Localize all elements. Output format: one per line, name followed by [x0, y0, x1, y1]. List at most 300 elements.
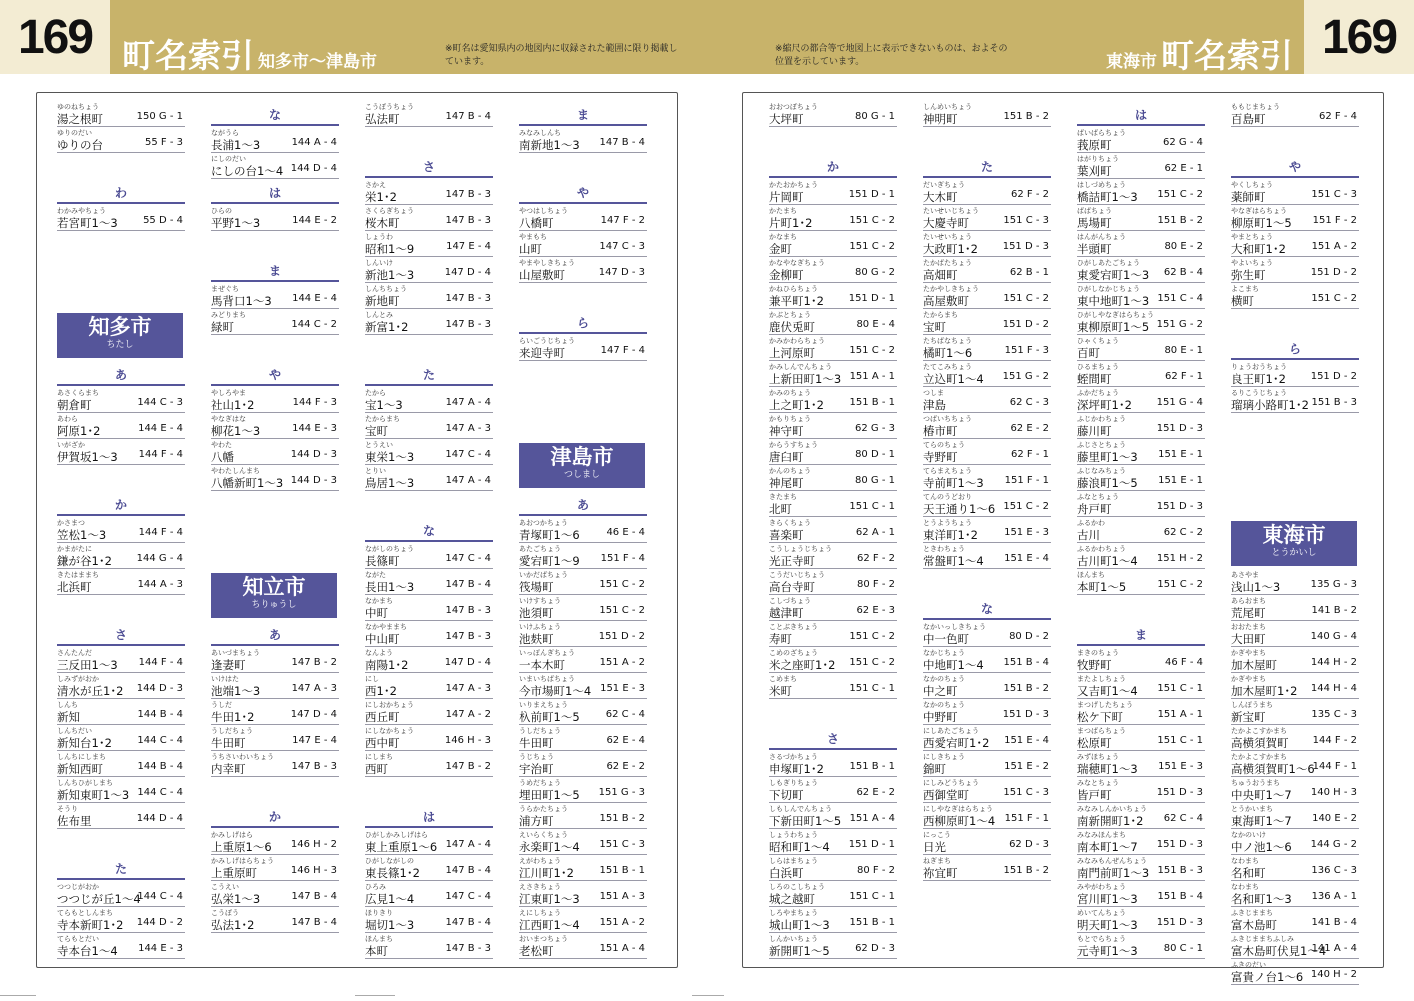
- entry-reading: はしづめちょう: [1077, 181, 1126, 189]
- blank-row: [57, 257, 185, 283]
- entry-name: 横町: [1231, 294, 1254, 308]
- entry-map-ref: 144 E - 2: [292, 215, 337, 226]
- kana-heading: [365, 153, 493, 179]
- entry-map-ref: 135 C - 3: [1311, 709, 1357, 720]
- entry-reading: かねひらちょう: [769, 285, 818, 293]
- entry-map-ref: 80 D - 2: [1009, 631, 1049, 642]
- entry-reading: いかだばちょう: [519, 571, 568, 579]
- entry-name: 中ノ池1〜6: [1231, 840, 1292, 854]
- kana-heading-label: や: [576, 186, 589, 200]
- entry-name: 上新田町1〜3: [769, 372, 842, 386]
- entry-name: 内幸町: [211, 762, 246, 776]
- kana-heading-label: ま: [576, 108, 589, 122]
- entry-reading: ながしのちょう: [365, 545, 414, 553]
- entry-name: 弥生町: [1231, 268, 1266, 282]
- entry-reading: みなみしんち: [519, 129, 561, 137]
- entry-name: 西町: [365, 762, 388, 776]
- entry-reading: りょうおうちょう: [1231, 363, 1287, 371]
- entry-name: 片岡町: [769, 190, 804, 204]
- entry-reading: なかのちょう: [923, 701, 965, 709]
- entry-map-ref: 147 E - 4: [446, 241, 491, 252]
- entry-name: 名和町: [1231, 866, 1266, 880]
- index-entry: [923, 179, 1051, 205]
- entry-map-ref: 135 G - 3: [1310, 579, 1357, 590]
- entry-name: 加木屋町: [1231, 658, 1277, 672]
- entry-reading: ながた: [365, 571, 386, 579]
- entry-name: 寺本台1〜4: [57, 944, 118, 958]
- index-entry: [1231, 959, 1359, 985]
- entry-map-ref: 151 G - 2: [1002, 371, 1049, 382]
- entry-reading: おいまつちょう: [519, 935, 568, 943]
- entry-map-ref: 147 B - 4: [445, 111, 491, 122]
- entry-map-ref: 151 E - 3: [1158, 761, 1203, 772]
- index-entry: [769, 413, 897, 439]
- index-entry: [923, 439, 1051, 465]
- entry-reading: しんち: [57, 701, 78, 709]
- index-entry: [211, 127, 339, 153]
- entry-reading: しみずがおか: [57, 675, 99, 683]
- index-entry: [769, 335, 897, 361]
- index-entry: [519, 933, 647, 959]
- entry-map-ref: 147 C - 4: [445, 449, 491, 460]
- entry-map-ref: 151 A - 2: [599, 657, 645, 668]
- entry-map-ref: 140 H - 2: [1310, 969, 1357, 980]
- index-entry: [769, 777, 897, 803]
- entry-name: 来迎寺町: [519, 346, 565, 360]
- note-left: ※町名は愛知県内の地図内に収録された範囲に限り掲載しています。: [445, 44, 678, 67]
- entry-reading: なわまち: [1231, 857, 1259, 865]
- entry-name: 立込町1〜4: [923, 372, 984, 386]
- entry-reading: えがわちょう: [519, 857, 561, 865]
- entry-name: 青塚町1〜6: [519, 528, 580, 542]
- index-entry: [519, 569, 647, 595]
- entry-map-ref: 151 C - 2: [599, 579, 645, 590]
- entry-reading: ふきのだい: [1231, 961, 1266, 969]
- index-entry: [1077, 387, 1205, 413]
- blank-row: [923, 569, 1051, 595]
- entry-map-ref: 62 D - 3: [1009, 839, 1049, 850]
- entry-map-ref: 144 B - 4: [137, 761, 183, 772]
- entry-map-ref: 136 A - 1: [1311, 891, 1357, 902]
- entry-map-ref: 80 E - 2: [1164, 241, 1203, 252]
- entry-reading: やなぎはらちょう: [1231, 207, 1287, 215]
- index-entry: [923, 257, 1051, 283]
- entry-name: 鹿伏兎町: [769, 320, 815, 334]
- entry-map-ref: 80 G - 2: [855, 267, 895, 278]
- entry-name: 舟戸町: [1077, 502, 1112, 516]
- entry-name: 宮川町1〜3: [1077, 892, 1138, 906]
- index-column: [1231, 101, 1359, 985]
- entry-map-ref: 147 C - 4: [445, 553, 491, 564]
- entry-map-ref: 146 H - 3: [290, 865, 337, 876]
- entry-reading: いまいちばちょう: [519, 675, 575, 683]
- entry-map-ref: 147 A - 4: [445, 839, 491, 850]
- entry-map-ref: 151 F - 1: [1004, 813, 1049, 824]
- index-entry: [57, 543, 185, 569]
- entry-reading: にし: [365, 675, 379, 683]
- page-edge-center: [692, 995, 724, 1001]
- index-entry: [57, 387, 185, 413]
- entry-name: 三反田1〜3: [57, 658, 118, 672]
- index-entry: [1231, 283, 1359, 309]
- city-name: 東海市: [1262, 523, 1326, 547]
- entry-name: 西1･2: [365, 684, 397, 698]
- kana-heading-label: さ: [114, 628, 127, 642]
- entry-reading: つばいちちょう: [923, 415, 972, 423]
- entry-name: 新知: [57, 710, 80, 724]
- entry-reading: ことぶきちょう: [769, 623, 818, 631]
- entry-map-ref: 62 C - 2: [1163, 527, 1203, 538]
- index-entry: [365, 595, 493, 621]
- kana-heading: [365, 517, 493, 543]
- entry-map-ref: 144 G - 2: [1310, 839, 1357, 850]
- entry-map-ref: 141 B - 2: [1311, 605, 1357, 616]
- entry-reading: めいてんちょう: [1077, 909, 1126, 917]
- entry-reading: うめだちょう: [519, 779, 561, 787]
- blank-row: [211, 231, 339, 257]
- title-right: 町名索引: [1161, 36, 1293, 75]
- entry-map-ref: 147 A - 3: [291, 683, 337, 694]
- index-entry: [211, 829, 339, 855]
- entry-reading: とりい: [365, 467, 386, 475]
- kana-heading-label: ま: [1134, 628, 1147, 642]
- entry-reading: みずほちょう: [1077, 753, 1119, 761]
- entry-name: 瑞穂町1〜3: [1077, 762, 1138, 776]
- entry-name: 新地町: [365, 294, 400, 308]
- city-name: 津島市: [550, 445, 614, 469]
- entry-reading: こうだいじちょう: [769, 571, 825, 579]
- entry-reading: いけはた: [211, 675, 239, 683]
- entry-reading: きたまち: [769, 493, 797, 501]
- entry-name: 高横須賀町1〜6: [1231, 762, 1315, 776]
- index-entry: [923, 543, 1051, 569]
- entry-map-ref: 62 F - 1: [1011, 449, 1049, 460]
- note-right: ※縮尺の都合等で地図上に表示できないものは、およその位置を示しています。: [775, 44, 1008, 67]
- entry-name: 南門前町1〜3: [1077, 866, 1150, 880]
- entry-map-ref: 144 F - 4: [138, 449, 183, 460]
- entry-name: 江東町1〜3: [519, 892, 580, 906]
- city-reading: ちりゅうし: [251, 600, 297, 610]
- entry-map-ref: 55 D - 4: [143, 215, 183, 226]
- index-entry: [1231, 361, 1359, 387]
- index-entry: [769, 387, 897, 413]
- entry-name: 東長篠1･2: [365, 866, 420, 880]
- entry-reading: らいごうじちょう: [519, 337, 575, 345]
- index-entry: [1077, 491, 1205, 517]
- entry-name: 池麸町: [519, 632, 554, 646]
- index-entry: [211, 907, 339, 933]
- entry-map-ref: 151 B - 2: [1003, 865, 1049, 876]
- entry-name: 鳥居1〜3: [365, 476, 415, 490]
- entry-map-ref: 146 H - 2: [290, 839, 337, 850]
- kana-heading-label: な: [268, 108, 281, 122]
- page-edge-mid: [355, 995, 395, 1001]
- entry-reading: やなぎはな: [211, 415, 246, 423]
- entry-reading: やわた: [211, 441, 232, 449]
- entry-reading: たいせいちょう: [923, 233, 972, 241]
- entry-name: 金柳町: [769, 268, 804, 282]
- index-entry: [1231, 777, 1359, 803]
- entry-map-ref: 151 C - 2: [1003, 293, 1049, 304]
- entry-map-ref: 80 D - 1: [855, 449, 895, 460]
- index-entry: [1231, 231, 1359, 257]
- entry-name: 本町: [365, 944, 388, 958]
- entry-reading: ばいばらちょう: [1077, 129, 1126, 137]
- kana-heading: [211, 621, 339, 647]
- index-entry: [365, 725, 493, 751]
- entry-reading: いがざか: [57, 441, 85, 449]
- entry-map-ref: 144 F - 4: [138, 527, 183, 538]
- entry-map-ref: 151 A - 1: [1157, 709, 1203, 720]
- entry-reading: しんちちょう: [365, 285, 407, 293]
- entry-map-ref: 151 A - 2: [1311, 241, 1357, 252]
- city-heading: [1231, 517, 1359, 569]
- index-entry: [211, 387, 339, 413]
- entry-name: 清水が丘1･2: [57, 684, 124, 698]
- entry-name: 柳原町1〜5: [1231, 216, 1292, 230]
- entry-reading: きらくちょう: [769, 519, 811, 527]
- entry-reading: なわまち: [1231, 883, 1259, 891]
- index-entry: [923, 803, 1051, 829]
- entry-reading: さるづかちょう: [769, 753, 818, 761]
- kana-heading: [211, 257, 339, 283]
- index-entry: [769, 751, 897, 777]
- entry-name: 名和町1〜3: [1231, 892, 1292, 906]
- index-entry: [519, 673, 647, 699]
- entry-reading: はがりちょう: [1077, 155, 1119, 163]
- kana-heading: [57, 621, 185, 647]
- index-entry: [57, 881, 185, 907]
- kana-heading-label: か: [826, 160, 839, 174]
- entry-name: 柳花1〜3: [211, 424, 261, 438]
- entry-name: 長田1〜3: [365, 580, 415, 594]
- index-entry: [1077, 413, 1205, 439]
- entry-reading: またよしちょう: [1077, 675, 1126, 683]
- entry-name: 新開町1〜5: [769, 944, 830, 958]
- index-entry: [365, 179, 493, 205]
- kana-heading: [923, 153, 1051, 179]
- index-entry: [365, 309, 493, 335]
- index-entry: [923, 491, 1051, 517]
- index-entry: [57, 907, 185, 933]
- entry-name: 莪原町: [1077, 138, 1112, 152]
- entry-reading: おおつぼちょう: [769, 103, 818, 111]
- index-entry: [211, 413, 339, 439]
- entry-reading: ひがしかみしげはら: [365, 831, 428, 839]
- entry-reading: しもぎりちょう: [769, 779, 818, 787]
- entry-reading: はんがんちょう: [1077, 233, 1126, 241]
- entry-map-ref: 144 A - 3: [137, 579, 183, 590]
- entry-name: 橋詰町1〜3: [1077, 190, 1138, 204]
- index-entry: [1077, 335, 1205, 361]
- entry-reading: しろのこしちょう: [769, 883, 825, 891]
- entry-reading: こしづちょう: [769, 597, 811, 605]
- index-entry: [365, 465, 493, 491]
- entry-reading: ふじかわちょう: [1077, 415, 1126, 423]
- entry-map-ref: 62 F - 4: [1319, 111, 1357, 122]
- entry-name: 富貴ノ台1〜6: [1231, 970, 1304, 984]
- entry-name: 藤川町: [1077, 424, 1112, 438]
- entry-name: 弘法1･2: [211, 918, 255, 932]
- entry-map-ref: 151 D - 2: [1310, 371, 1357, 382]
- entry-name: 新知台1･2: [57, 736, 112, 750]
- entry-name: 神明町: [923, 112, 958, 126]
- entry-name: 新宝町: [1231, 710, 1266, 724]
- page-number-left: 169: [0, 0, 110, 74]
- entry-name: 下切町: [769, 788, 804, 802]
- entry-reading: そうり: [57, 805, 78, 813]
- entry-map-ref: 141 B - 4: [1311, 917, 1357, 928]
- entry-map-ref: 144 D - 3: [290, 449, 337, 460]
- entry-name: 蛭間町: [1077, 372, 1112, 386]
- entry-map-ref: 144 C - 4: [137, 891, 183, 902]
- entry-map-ref: 144 G - 4: [136, 553, 183, 564]
- entry-map-ref: 147 B - 4: [291, 891, 337, 902]
- index-entry: [57, 127, 185, 153]
- entry-map-ref: 151 E - 1: [1158, 449, 1203, 460]
- kana-heading: [211, 803, 339, 829]
- entry-reading: ふじなみちょう: [1077, 467, 1126, 475]
- blank-row: [57, 465, 185, 491]
- entry-name: 牧野町: [1077, 658, 1112, 672]
- index-entry: [57, 205, 185, 231]
- entry-map-ref: 151 F - 1: [1004, 475, 1049, 486]
- entry-map-ref: 147 B - 3: [291, 761, 337, 772]
- entry-name: 葉刈町: [1077, 164, 1112, 178]
- entry-name: 東中地町1〜3: [1077, 294, 1150, 308]
- entry-name: 埋田町1〜5: [519, 788, 580, 802]
- entry-map-ref: 151 C - 1: [849, 891, 895, 902]
- entry-reading: つつじがおか: [57, 883, 99, 891]
- entry-map-ref: 147 B - 3: [445, 319, 491, 330]
- index-entry: [57, 725, 185, 751]
- entry-reading: たからまち: [365, 415, 400, 423]
- entry-reading: にしのだい: [211, 155, 246, 163]
- blank-row: [519, 413, 647, 439]
- entry-reading: ひがしなかじちょう: [1077, 285, 1140, 293]
- entry-name: 光正寺町: [769, 554, 815, 568]
- blank-row: [57, 283, 185, 309]
- index-entry: [923, 205, 1051, 231]
- entry-map-ref: 151 D - 1: [848, 189, 895, 200]
- entry-name: 唐臼町: [769, 450, 804, 464]
- entry-name: 富木島町: [1231, 918, 1277, 932]
- index-entry: [57, 751, 185, 777]
- kana-heading-label: ら: [1288, 342, 1301, 356]
- index-entry: [1231, 881, 1359, 907]
- entry-reading: うちさいわいちょう: [211, 753, 274, 761]
- index-entry: [1231, 647, 1359, 673]
- entry-reading: えにしちょう: [519, 909, 561, 917]
- index-entry: [57, 699, 185, 725]
- entry-map-ref: 151 F - 2: [1312, 215, 1357, 226]
- index-entry: [1077, 569, 1205, 595]
- entry-name: 新池1〜3: [365, 268, 415, 282]
- entry-name: 山町: [519, 242, 542, 256]
- entry-reading: かみかわらちょう: [769, 337, 825, 345]
- entry-name: 長浦1〜3: [211, 138, 261, 152]
- entry-reading: ばばちょう: [1077, 207, 1112, 215]
- entry-reading: しもしんでんちょう: [769, 805, 832, 813]
- entry-map-ref: 151 F - 4: [600, 553, 645, 564]
- entry-name: 南本町1〜7: [1077, 840, 1138, 854]
- kana-heading: [1231, 335, 1359, 361]
- entry-reading: まぜぐち: [211, 285, 239, 293]
- entry-map-ref: 151 B - 4: [1003, 657, 1049, 668]
- kana-heading: [57, 491, 185, 517]
- kana-heading-label: か: [114, 498, 127, 512]
- entry-map-ref: 80 G - 1: [855, 475, 895, 486]
- blank-row: [1231, 309, 1359, 335]
- index-column: [519, 101, 647, 959]
- entry-reading: みなとちょう: [1077, 779, 1119, 787]
- entry-map-ref: 144 D - 4: [136, 813, 183, 824]
- entry-reading: さかえ: [365, 181, 386, 189]
- entry-map-ref: 151 D - 2: [598, 631, 645, 642]
- blank-row: [365, 777, 493, 803]
- kana-heading-label: や: [1288, 160, 1301, 174]
- entry-name: 浦方町: [519, 814, 554, 828]
- city-heading-box: [57, 313, 183, 358]
- entry-map-ref: 140 E - 2: [1312, 813, 1357, 824]
- entry-map-ref: 80 F - 2: [857, 865, 895, 876]
- entry-reading: えいらくちょう: [519, 831, 568, 839]
- entry-name: 新知西町: [57, 762, 103, 776]
- entry-map-ref: 147 B - 4: [599, 137, 645, 148]
- entry-reading: いりまえちょう: [519, 701, 568, 709]
- entry-name: 堀切1〜3: [365, 918, 415, 932]
- index-entry: [1077, 803, 1205, 829]
- page-edge-left: [0, 995, 36, 1001]
- kana-heading: [519, 179, 647, 205]
- kana-heading-label: あ: [268, 628, 281, 642]
- index-entry: [923, 699, 1051, 725]
- index-entry: [1077, 725, 1205, 751]
- entry-reading: とうかいまち: [1231, 805, 1273, 813]
- entry-name: 寺前町1〜3: [923, 476, 984, 490]
- kana-heading-label: な: [980, 602, 993, 616]
- index-entry: [769, 621, 897, 647]
- index-entry: [1231, 101, 1359, 127]
- blank-row: [1231, 127, 1359, 153]
- entry-reading: まつげしたちょう: [1077, 701, 1133, 709]
- entry-map-ref: 62 F - 2: [1011, 189, 1049, 200]
- entry-reading: うしだちょう: [211, 727, 253, 735]
- city-heading: [57, 309, 185, 361]
- entry-name: 常盤町1〜4: [923, 554, 984, 568]
- entry-reading: ふきじままちふしみ: [1231, 935, 1294, 943]
- index-entry: [1077, 517, 1205, 543]
- entry-map-ref: 151 B - 3: [1311, 397, 1357, 408]
- entry-map-ref: 151 B - 2: [599, 813, 645, 824]
- entry-map-ref: 147 B - 4: [445, 579, 491, 590]
- entry-reading: なかのちょう: [923, 675, 965, 683]
- entry-map-ref: 62 F - 1: [1165, 371, 1203, 382]
- entry-map-ref: 147 A - 4: [445, 475, 491, 486]
- entry-reading: からうすちょう: [769, 441, 818, 449]
- entry-name: 元寺町1〜3: [1077, 944, 1138, 958]
- index-entry: [923, 465, 1051, 491]
- entry-name: 半頭町: [1077, 242, 1112, 256]
- entry-map-ref: 62 G - 3: [855, 423, 895, 434]
- entry-reading: やまとちょう: [1231, 233, 1273, 241]
- entry-map-ref: 151 D - 3: [1002, 241, 1049, 252]
- index-entry: [365, 231, 493, 257]
- kana-heading-label: は: [422, 810, 435, 824]
- subtitle-left: 知多市〜津島市: [258, 52, 377, 72]
- entry-map-ref: 151 E - 1: [1158, 475, 1203, 486]
- index-entry: [211, 205, 339, 231]
